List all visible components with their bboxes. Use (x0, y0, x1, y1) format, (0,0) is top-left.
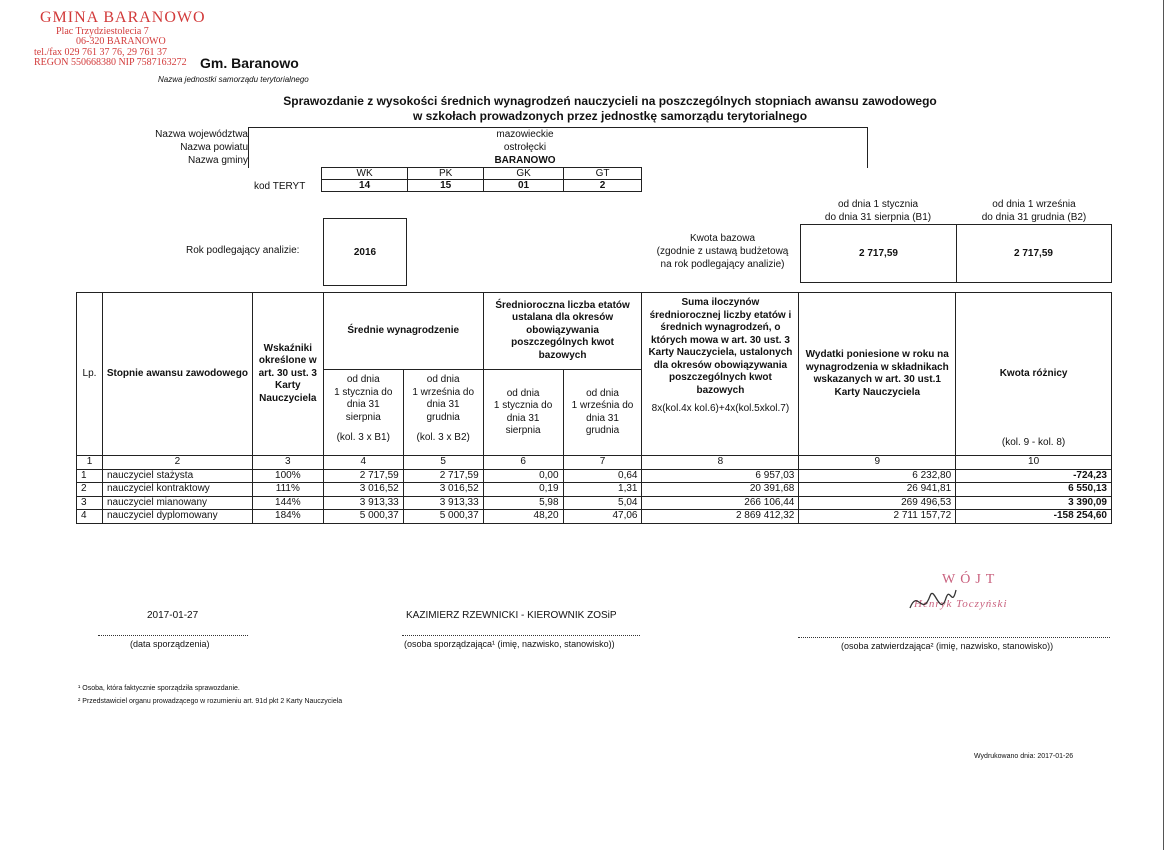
b2-box (956, 224, 1112, 283)
commune-value: BARANOWO (494, 155, 556, 166)
row-stopien: nauczyciel dyplomowany (102, 510, 252, 524)
row-lp: 4 (77, 510, 103, 524)
header-suma-text: Suma iloczynów średniorocznej liczby etatów i średnich wynagrodzeń, o których mowa w art. 30 ust. 3 Karty Nauczyciela, ustalonych dla okresów obowiązywania poszczególnych kwot bazowych (648, 297, 793, 396)
teryt-wk-value: 14 (322, 180, 408, 192)
teryt-gt-value: 2 (564, 180, 642, 192)
row-wydatki: 2 711 157,72 (799, 510, 956, 524)
row-sr1: 3 913,33 (323, 496, 403, 510)
row-wydatki: 26 941,81 (799, 483, 956, 497)
teryt-wk-header: WK (322, 168, 408, 180)
footnote-2: ² Przedstawiciel organu prowadzącego w rozumieniu art. 91d pkt 2 Karty Nauczyciela (78, 698, 343, 705)
header-sr-od2 (403, 370, 483, 456)
col-num-1: 1 (77, 456, 103, 470)
preparer-dotline (402, 635, 640, 636)
header-wydatki: Wydatki poniesione w roku na wynagrodzenia w składnikach wskazanych w art. 30 ust.1 Karty Nauczyciela (799, 293, 956, 456)
year-value: 2016 (353, 246, 377, 258)
row-wydatki: 6 232,80 (799, 469, 956, 483)
teryt-header-row (322, 168, 642, 180)
county-value: ostrołęcki (503, 142, 547, 153)
b2-value: 2 717,59 (1014, 248, 1053, 259)
voivodeship-label: Nazwa województwa (155, 129, 248, 140)
row-et1: 5,98 (483, 496, 563, 510)
print-date: Wydrukowano dnia: 2017-01-26 (974, 753, 1074, 760)
row-et2: 5,04 (563, 496, 642, 510)
row-et1: 0,19 (483, 483, 563, 497)
header-roznica-formula: (kol. 9 - kol. 8) (1001, 436, 1066, 448)
header-etaty: Średnioroczna liczba etatów ustalana dla okresów obowiązywania poszczególnych kwot bazowych (483, 293, 642, 370)
signature-mark (900, 578, 980, 628)
row-wskaznik: 144% (252, 496, 323, 510)
header-suma-formula: 8x(kol.4x kol.6)+4x(kol.5xkol.7) (651, 403, 790, 414)
teryt-gk-value: 01 (484, 180, 564, 192)
row-sr2: 5 000,37 (403, 510, 483, 524)
table-header-row1 (77, 293, 1112, 370)
voivodeship-value: mazowieckie (496, 129, 554, 140)
col-num-4: 4 (323, 456, 403, 470)
row-roznica: -158 254,60 (956, 510, 1112, 524)
header-sr-od1-formula: (kol. 3 x B1) (336, 432, 390, 443)
date-caption: (data sporządzenia) (130, 639, 210, 649)
row-suma: 266 106,44 (642, 496, 799, 510)
col-num-2: 2 (102, 456, 252, 470)
row-roznica: -724,23 (956, 469, 1112, 483)
row-sr1: 5 000,37 (323, 510, 403, 524)
approver-title: WÓJT (942, 572, 1000, 587)
teryt-pk-value: 15 (408, 180, 484, 192)
county-label: Nazwa powiatu (180, 142, 248, 153)
table-row (77, 483, 1112, 497)
column-numbers-row (77, 456, 1112, 470)
b2-label: od dnia 1 września do dnia 31 grudnia (B2) (981, 199, 1087, 223)
stamp-line3: tel./fax 029 761 37 76, 29 761 37 (34, 46, 168, 58)
location-values (420, 128, 630, 167)
stamp-name: GMINA BARANOWO (40, 9, 206, 26)
row-et2: 1,31 (563, 483, 642, 497)
row-wskaznik: 100% (252, 469, 323, 483)
unit-caption: Nazwa jednostki samorządu terytorialnego (158, 75, 309, 84)
header-suma (642, 293, 799, 456)
row-wskaznik: 111% (252, 483, 323, 497)
col-num-3: 3 (252, 456, 323, 470)
footnote-1: ¹ Osoba, która faktycznie sporządziła sprawozdanie. (78, 685, 240, 692)
teryt-gt-header: GT (564, 168, 642, 180)
teryt-table (321, 167, 642, 192)
row-sr1: 3 016,52 (323, 483, 403, 497)
stamp-line1: Plac Trzydziestolecia 7 (56, 25, 149, 37)
row-stopien: nauczyciel stażysta (102, 469, 252, 483)
table-row (77, 510, 1112, 524)
row-lp: 1 (77, 469, 103, 483)
row-et1: 0,00 (483, 469, 563, 483)
col-num-10: 10 (956, 456, 1112, 470)
teryt-value-row (322, 180, 642, 192)
salary-table (76, 292, 1112, 524)
row-roznica: 3 390,09 (956, 496, 1112, 510)
preparer-caption: (osoba sporządzająca¹ (imię, nazwisko, stanowisko)) (404, 639, 615, 649)
commune-label: Nazwa gminy (187, 155, 248, 166)
row-et2: 47,06 (563, 510, 642, 524)
row-sr2: 3 016,52 (403, 483, 483, 497)
report-title-line2: w szkołach prowadzonych przez jednostkę samorządu terytorialnego (412, 109, 808, 123)
col-num-5: 5 (403, 456, 483, 470)
row-sr2: 2 717,59 (403, 469, 483, 483)
unit-name: Gm. Baranowo (200, 55, 299, 71)
row-lp: 2 (77, 483, 103, 497)
row-stopien: nauczyciel mianowany (102, 496, 252, 510)
row-et2: 0,64 (563, 469, 642, 483)
base-label: Kwota bazowa (zgodnie z ustawą budżetową na rok podlegający analizie) (656, 233, 789, 270)
report-title (230, 94, 990, 124)
header-et-od1: od dnia 1 stycznia do dnia 31 sierpnia (483, 370, 563, 456)
stamp-line4: REGON 550668380 NIP 7587163272 (34, 57, 187, 69)
row-suma: 2 869 412,32 (642, 510, 799, 524)
teryt-gk-header: GK (484, 168, 564, 180)
header-roznica-text: Kwota różnicy (999, 367, 1068, 379)
header-lp: Lp. (77, 293, 103, 456)
header-et-od2: od dnia 1 września do dnia 31 grudnia (563, 370, 642, 456)
row-sr1: 2 717,59 (323, 469, 403, 483)
approver-caption: (osoba zatwierdzająca² (imię, nazwisko, stanowisko)) (841, 641, 1054, 651)
header-stopnie: Stopnie awansu zawodowego (102, 293, 252, 456)
date-dotline (98, 635, 248, 636)
row-sr2: 3 913,33 (403, 496, 483, 510)
row-wskaznik: 184% (252, 510, 323, 524)
header-srednie: Średnie wynagrodzenie (323, 293, 483, 370)
col-num-7: 7 (563, 456, 642, 470)
preparer-name: KAZIMIERZ RZEWNICKI - KIEROWNIK ZOSiP (406, 610, 617, 621)
row-suma: 6 957,03 (642, 469, 799, 483)
b1-label: od dnia 1 stycznia do dnia 31 sierpnia (B1) (824, 199, 932, 223)
row-roznica: 6 550,13 (956, 483, 1112, 497)
office-stamp (34, 10, 224, 69)
row-et1: 48,20 (483, 510, 563, 524)
stamp-line2: 06-320 BARANOWO (76, 36, 166, 48)
b1-value: 2 717,59 (859, 248, 898, 259)
table-row (77, 496, 1112, 510)
report-title-line1: Sprawozdanie z wysokości średnich wynagrodzeń nauczycieli na poszczególnych stopniach awansu zawodowego (283, 94, 937, 108)
row-wydatki: 269 496,53 (799, 496, 956, 510)
report-date: 2017-01-27 (147, 610, 199, 621)
row-stopien: nauczyciel kontraktowy (102, 483, 252, 497)
header-roznica (956, 293, 1112, 456)
row-suma: 20 391,68 (642, 483, 799, 497)
header-sr-od2-formula: (kol. 3 x B2) (416, 432, 470, 443)
teryt-pk-header: PK (408, 168, 484, 180)
header-sr-od1-text: od dnia 1 stycznia do dnia 31 sierpnia (334, 374, 393, 423)
header-wskazniki: Wskaźniki określone w art. 30 ust. 3 Karty Nauczyciela (252, 293, 323, 456)
col-num-9: 9 (799, 456, 956, 470)
location-labels (120, 128, 248, 167)
row-lp: 3 (77, 496, 103, 510)
approver-dotline (798, 637, 1110, 638)
approver-stamp-name: Henryk Toczyński (914, 598, 1008, 610)
header-sr-od2-text: od dnia 1 września do dnia 31 grudnia (412, 374, 475, 423)
teryt-label: kod TERYT (254, 181, 306, 192)
scan-edge-line (1163, 0, 1164, 850)
year-label: Rok podlegający analizie: (186, 245, 300, 256)
col-num-8: 8 (642, 456, 799, 470)
col-num-6: 6 (483, 456, 563, 470)
table-row (77, 469, 1112, 483)
b1-box (800, 224, 957, 283)
header-sr-od1 (323, 370, 403, 456)
year-box (323, 218, 407, 286)
